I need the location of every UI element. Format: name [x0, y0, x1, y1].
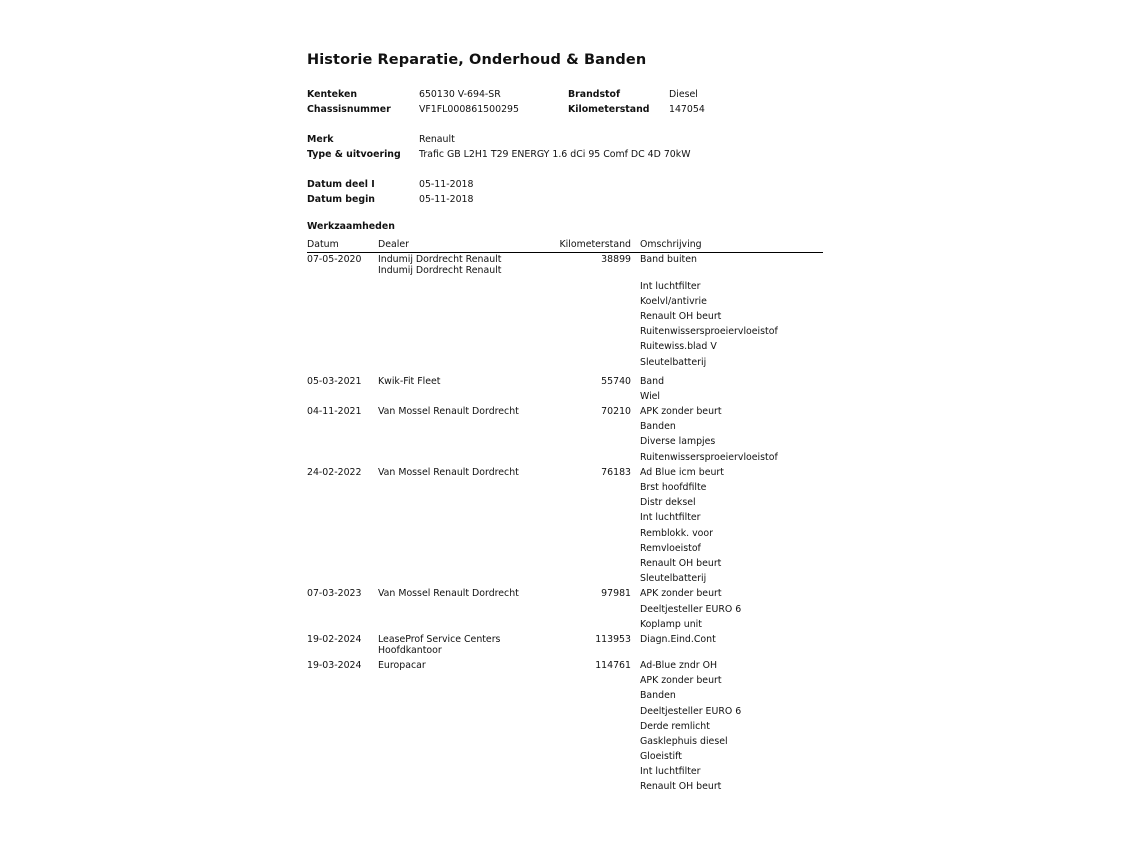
omschrijving-item: Int luchtfilter	[640, 280, 701, 292]
table-row	[307, 254, 823, 376]
cell-dealer	[378, 467, 519, 478]
cell-dealer	[378, 406, 519, 417]
omschrijving-item: Remvloeistof	[640, 542, 701, 554]
cell-dealer	[378, 660, 426, 671]
omschrijving-item: APK zonder beurt	[640, 405, 722, 417]
omschrijving-item: Wiel	[640, 390, 661, 402]
table-row	[307, 467, 823, 589]
omschrijving-item: Deeltjesteller EURO 6	[640, 603, 742, 615]
chassis-value: VF1FL000861500295	[419, 104, 519, 115]
omschrijving-item: Ruitenwissersproeiervloeistof	[640, 326, 778, 338]
omschrijving-item: Ruitenwissersproeiervloeistof	[640, 451, 778, 463]
omschrijving-item: Derde remlicht	[640, 720, 710, 732]
merk-value: Renault	[419, 134, 455, 145]
table-row	[307, 406, 823, 467]
cell-dealer	[378, 588, 519, 599]
cell-dealer	[378, 376, 440, 387]
omschrijving-item: Brst hoofdfilte	[640, 481, 707, 493]
omschrijving-item: Int luchtfilter	[640, 766, 701, 778]
merk-label: Merk	[307, 134, 334, 145]
datum-deel-value: 05-11-2018	[419, 179, 474, 190]
dealer-line: Van Mossel Renault Dordrecht	[378, 588, 519, 600]
type-value: Trafic GB L2H1 T29 ENERGY 1.6 dCi 95 Comf DC 4D 70kW	[419, 149, 691, 160]
omschrijving-item: Ad Blue icm beurt	[640, 466, 724, 478]
omschrijving-item: Diagn.Eind.Cont	[640, 633, 716, 645]
column-header-omschrijving: Omschrijving	[640, 239, 702, 250]
werkzaamheden-title: Werkzaamheden	[307, 221, 395, 232]
omschrijving-item: Gasklephuis diesel	[640, 735, 728, 747]
cell-kilometerstand: 55740	[601, 375, 631, 387]
dealer-line: Kwik-Fit Fleet	[378, 375, 441, 387]
omschrijving-item: Banden	[640, 421, 676, 433]
kilometerstand-value: 147054	[669, 104, 705, 115]
omschrijving-item: Renault OH beurt	[640, 781, 722, 793]
cell-datum: 07-03-2023	[307, 588, 362, 600]
omschrijving-item	[640, 269, 778, 281]
cell-omschrijving	[640, 406, 778, 467]
dealer-line: Europacar	[378, 659, 426, 671]
omschrijving-item: Diverse lampjes	[640, 436, 716, 448]
omschrijving-item: APK zonder beurt	[640, 675, 722, 687]
datum-deel-label: Datum deel I	[307, 179, 375, 190]
cell-kilometerstand: 113953	[595, 633, 631, 645]
cell-datum: 19-03-2024	[307, 659, 362, 671]
omschrijving-item: Band buiten	[640, 254, 697, 265]
omschrijving-item: APK zonder beurt	[640, 588, 722, 600]
cell-omschrijving	[640, 588, 741, 634]
datum-begin-label: Datum begin	[307, 194, 375, 205]
omschrijving-item: Band	[640, 375, 665, 387]
column-header-kilometerstand: Kilometerstand	[559, 239, 631, 250]
omschrijving-item: Gloeistift	[640, 751, 682, 763]
omschrijving-item: Koelvl/antivrie	[640, 295, 707, 307]
table-body	[307, 254, 823, 797]
cell-kilometerstand: 76183	[601, 466, 631, 478]
cell-omschrijving	[640, 660, 741, 797]
kenteken-label: Kenteken	[307, 89, 357, 100]
omschrijving-item: Banden	[640, 690, 676, 702]
column-header-dealer: Dealer	[378, 239, 409, 250]
omschrijving-item: Remblokk. voor	[640, 527, 713, 539]
cell-datum: 07-05-2020	[307, 254, 362, 265]
omschrijving-item: Distr deksel	[640, 497, 696, 509]
cell-dealer	[378, 254, 501, 276]
cell-omschrijving	[640, 376, 664, 406]
type-label: Type & uitvoering	[307, 149, 401, 160]
omschrijving-item: Deeltjesteller EURO 6	[640, 705, 742, 717]
cell-dealer	[378, 634, 500, 656]
cell-kilometerstand: 38899	[601, 254, 631, 265]
omschrijving-item: Renault OH beurt	[640, 557, 722, 569]
dealer-line: Indumij Dordrecht Renault	[378, 265, 502, 276]
table-row	[307, 634, 823, 660]
column-header-datum: Datum	[307, 239, 339, 250]
dealer-line: Indumij Dordrecht Renault	[378, 254, 502, 265]
table-header	[307, 239, 823, 253]
dealer-line: Van Mossel Renault Dordrecht	[378, 466, 519, 478]
omschrijving-item: Renault OH beurt	[640, 311, 722, 323]
omschrijving-item: Sleutelbatterij	[640, 356, 707, 368]
omschrijving-item: Ruitewiss.blad V	[640, 341, 717, 353]
omschrijving-item: Sleutelbatterij	[640, 573, 707, 585]
cell-omschrijving	[640, 634, 716, 649]
cell-datum: 05-03-2021	[307, 375, 362, 387]
table-row	[307, 588, 823, 634]
brandstof-value: Diesel	[669, 89, 698, 100]
cell-omschrijving	[640, 254, 778, 372]
chassis-label: Chassisnummer	[307, 104, 391, 115]
cell-kilometerstand: 114761	[595, 659, 631, 671]
dealer-line: Van Mossel Renault Dordrecht	[378, 405, 519, 417]
datum-begin-value: 05-11-2018	[419, 194, 474, 205]
kilometerstand-label: Kilometerstand	[568, 104, 650, 115]
cell-datum: 04-11-2021	[307, 405, 362, 417]
cell-kilometerstand: 70210	[601, 405, 631, 417]
omschrijving-item: Ad-Blue zndr OH	[640, 659, 718, 671]
omschrijving-item: Int luchtfilter	[640, 512, 701, 524]
cell-datum: 19-02-2024	[307, 633, 362, 645]
page-title: Historie Reparatie, Onderhoud & Banden	[307, 52, 647, 68]
kenteken-value: 650130 V-694-SR	[419, 89, 501, 100]
table-row	[307, 376, 823, 406]
dealer-line: Hoofdkantoor	[378, 644, 442, 656]
cell-datum: 24-02-2022	[307, 466, 362, 478]
cell-kilometerstand: 97981	[601, 588, 631, 600]
table-row	[307, 660, 823, 797]
brandstof-label: Brandstof	[568, 89, 621, 100]
dealer-line: LeaseProf Service Centers	[378, 633, 501, 645]
cell-omschrijving	[640, 467, 724, 589]
omschrijving-item: Koplamp unit	[640, 618, 702, 630]
